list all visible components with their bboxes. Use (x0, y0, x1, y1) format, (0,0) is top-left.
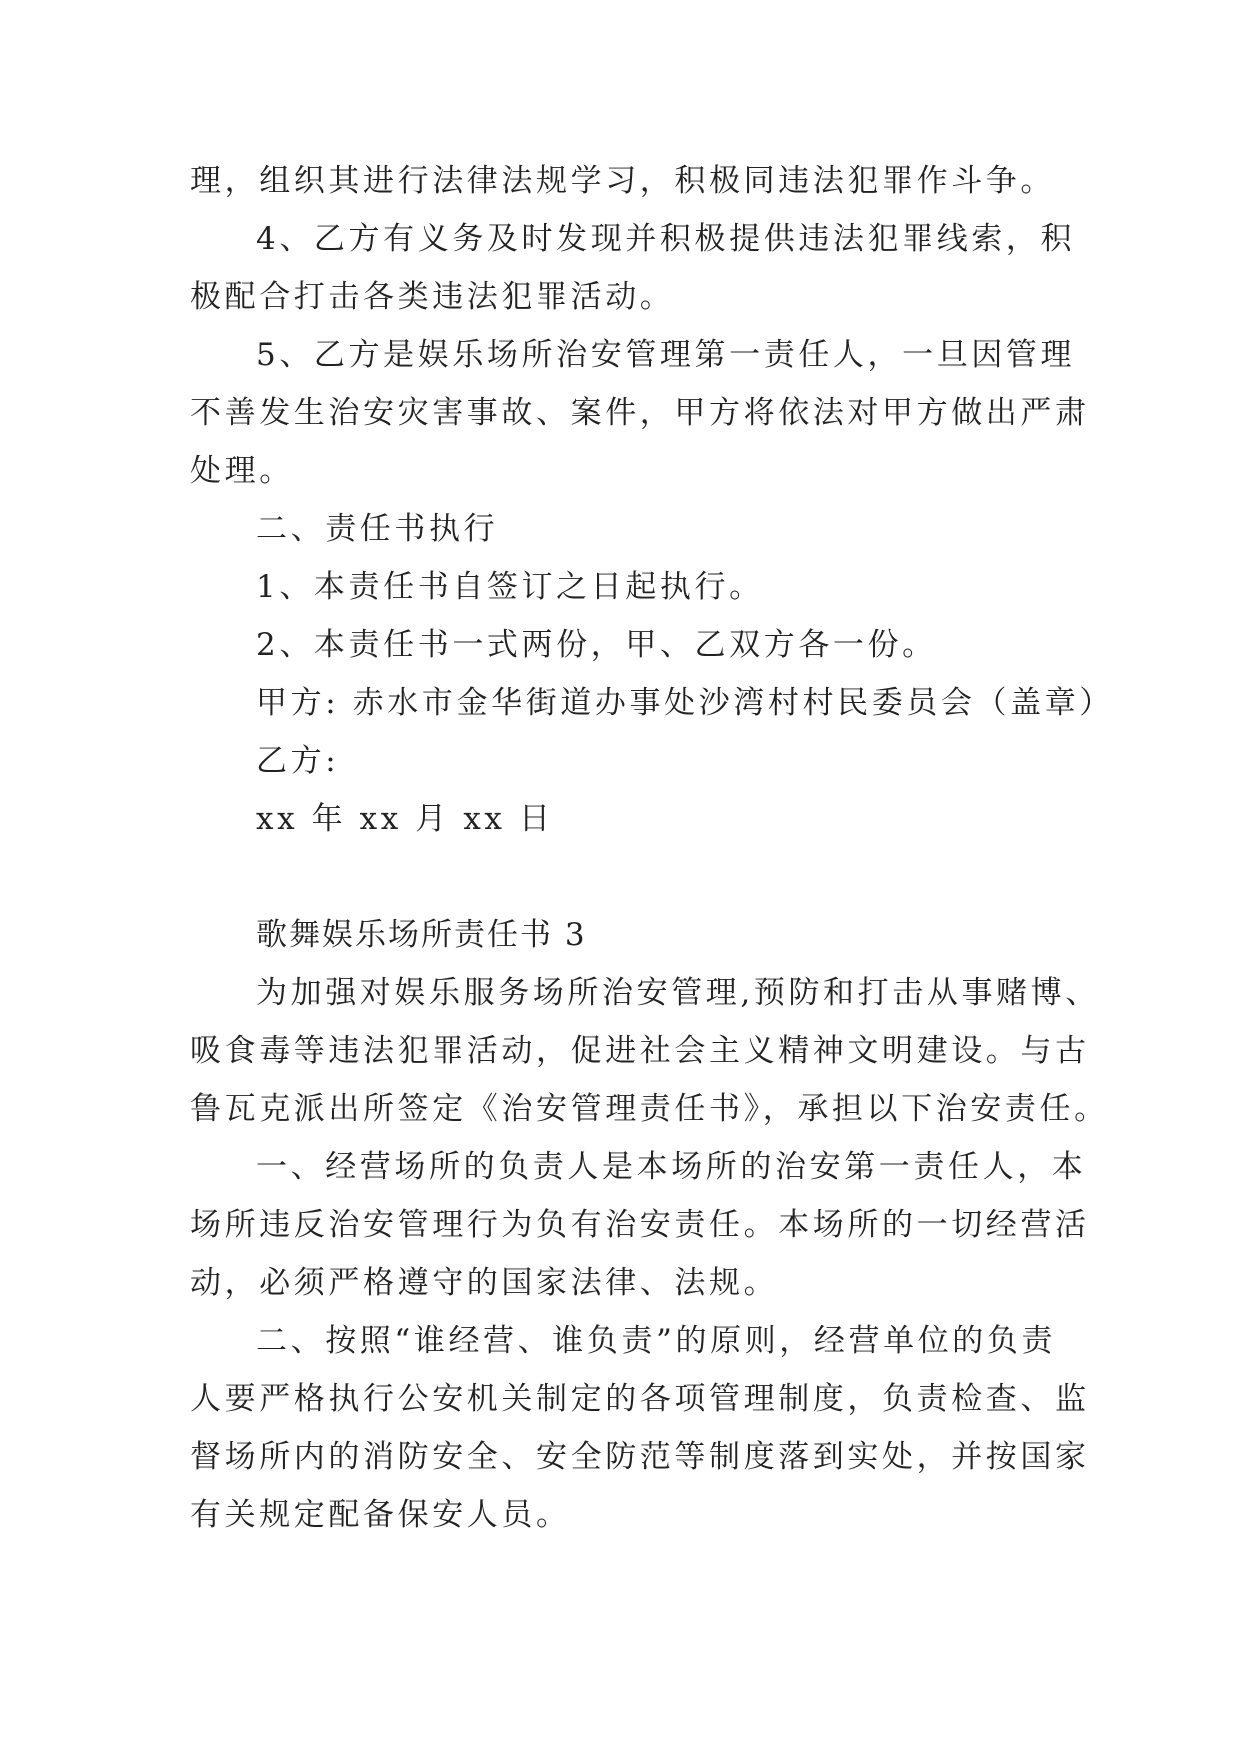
text-line: 有关规定配备保安人员。 (190, 1497, 571, 1533)
text-line: 吸食毒等违法犯罪活动，促进社会主义精神文明建设。与古 (190, 1033, 1090, 1069)
text-line: 场所违反治安管理行为负有治安责任。本场所的一切经营活 (190, 1207, 1090, 1243)
party-a-signature: 甲方: 赤水市金华街道办事处沙湾村村民委员会（盖章） (256, 685, 1114, 721)
document-body (190, 152, 1114, 1544)
party-b-signature: 乙方: (256, 743, 340, 779)
text-line: 5、乙方是娱乐场所治安管理第一责任人，一旦因管理 (256, 337, 1076, 373)
text-line: 动，必须严格遵守的国家法律、法规。 (190, 1265, 779, 1301)
paragraph-gap (190, 848, 1060, 906)
text-line: 为加强对娱乐服务场所治安管理,预防和打击从事赌博、 (256, 975, 1100, 1011)
text-line: 二、按照“谁经营、谁负责”的原则，经营单位的负责 (256, 1323, 1057, 1359)
text-line: 人要严格执行公安机关制定的各项管理制度，负责检查、监 (190, 1381, 1090, 1417)
text-line: 不善发生治安灾害事故、案件，甲方将依法对甲方做出严肃 (190, 395, 1090, 431)
text-line: 2、本责任书一式两份，甲、乙双方各一份。 (256, 627, 937, 663)
text-line: 处理。 (190, 453, 294, 489)
text-line: 4、乙方有义务及时发现并积极提供违法犯罪线索，积 (256, 221, 1076, 257)
text-line: 督场所内的消防安全、安全防范等制度落到实处，并按国家 (190, 1439, 1090, 1475)
section-heading: 二、责任书执行 (256, 511, 499, 547)
text-line: 鲁瓦克派出所签定《治安管理责任书》，承担以下治安责任。 (190, 1091, 1109, 1127)
document-title: 歌舞娱乐场所责任书 3 (256, 917, 587, 953)
text-line: 1、本责任书自签订之日起执行。 (256, 569, 764, 605)
text-line: 极配合打击各类违法犯罪活动。 (190, 279, 675, 315)
text-line: 理，组织其进行法律法规学习，积极同违法犯罪作斗争。 (190, 163, 1055, 199)
text-line: 一、经营场所的负责人是本场所的治安第一责任人，本 (256, 1149, 1087, 1185)
date-line: xx 年 xx 月 xx 日 (256, 801, 554, 837)
